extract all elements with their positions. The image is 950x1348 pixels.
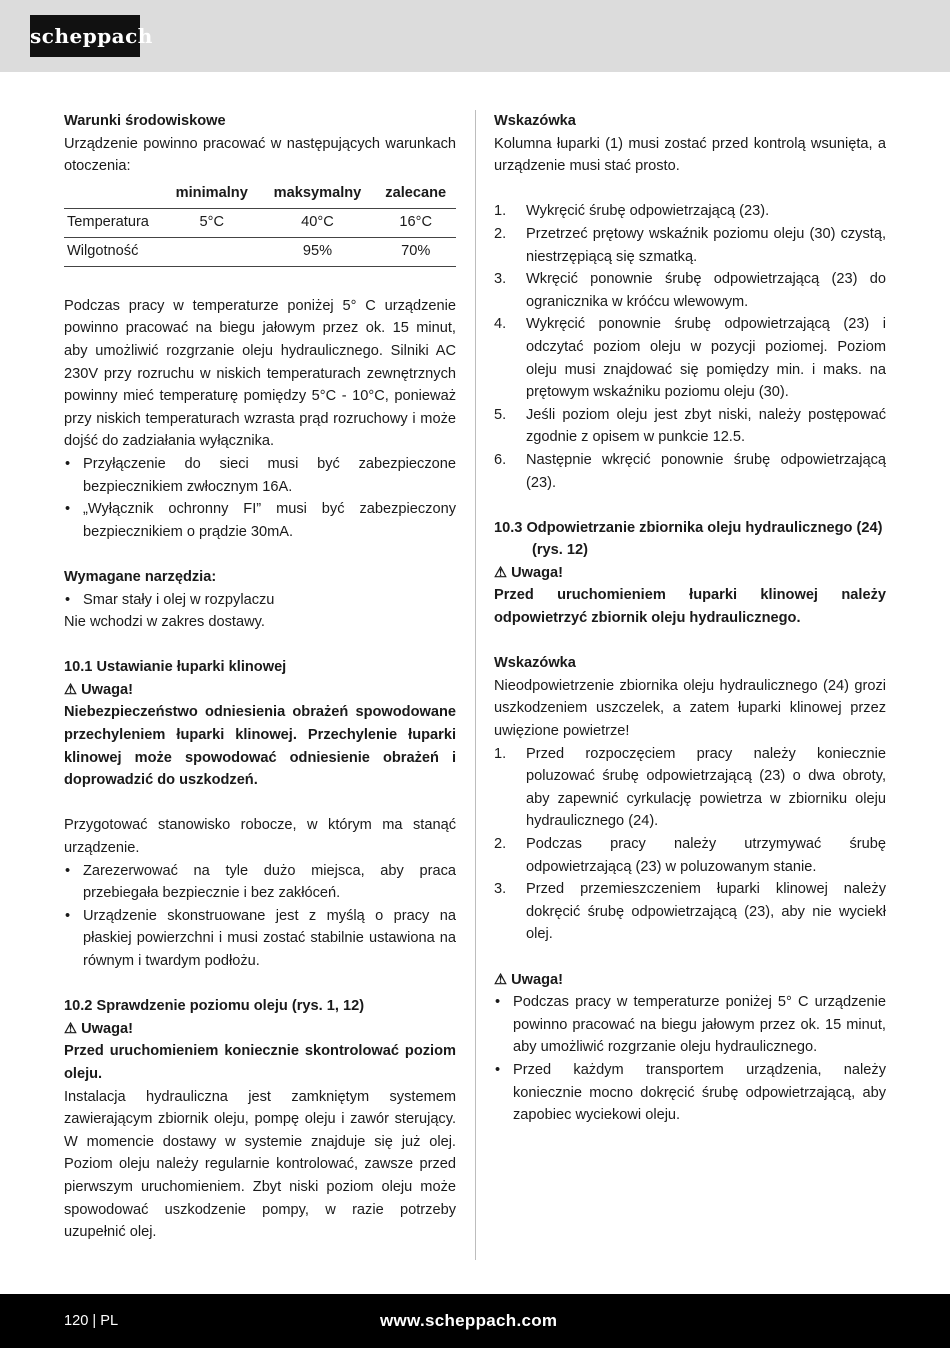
step-number: 2. xyxy=(494,836,507,852)
table-row xyxy=(64,237,456,266)
tools-heading: Wymagane narzędzia: xyxy=(64,568,217,585)
table-header: zalecane xyxy=(385,184,447,201)
table-header xyxy=(64,182,164,209)
step-number: 1. xyxy=(494,203,507,220)
step-text: Wkręcić ponownie śrubę odpowietrzającą (23) do ogranicznika w króćcu wlewowym. xyxy=(526,271,886,310)
step-text: Następnie wkręcić ponownie śrubę odpowietrzającą (23). xyxy=(526,451,886,491)
warning-bullet-list xyxy=(494,991,886,1127)
env-paragraph: Podczas pracy w temperaturze poniżej 5° C urządzenie powinno pracować na biegu jałowym przez ok. 15 minut, aby umożliwić rozgrzanie oleju hydraulicznego. Silniki AC 230V przy rozruchu w niskich temperaturach zewnętrznych powinny mieć temperaturę pomiędzy 5°C - 10°C, ponieważ przy niskich temperaturach wzrasta prąd rozruchowy i może dojść do zadziałania wyłącznika. xyxy=(64,297,456,450)
env-intro: Urządzenie powinno pracować w następujących warunkach otoczenia: xyxy=(64,135,456,175)
step-number: 5. xyxy=(494,406,507,423)
section-10-2-text: Instalacja hydrauliczna jest zamkniętym systemem zawierającym zbiornik oleju, pompę oleju i zawór sterujący. W momencie dostawy w systemie znajduje się już olej. Poziom oleju należy regularnie kontrolować, zawsze przed pierwszym uruchomieniem. Zbyt niski poziom oleju może spowodować uszkodzenie pompy, w razie potrzeby uzupełnić olej. xyxy=(64,1088,456,1241)
section-10-1-text: Przygotować stanowisko robocze, w którym ma stanąć urządzenie. xyxy=(64,817,456,857)
left-column xyxy=(64,110,456,1244)
section-10-2-heading: 10.2 Sprawdzenie poziomu oleju (rys. 1, 12) xyxy=(64,998,365,1015)
warning-text: Przed uruchomieniem łuparki klinowej należy odpowietrzyć zbiornik oleju hydraulicznego. xyxy=(494,587,886,627)
warning-label: ⚠ Uwaga! xyxy=(64,681,134,698)
section-10-3-heading: 10.3 Odpowietrzanie zbiornika oleju hydraulicznego (24) (rys. 12) xyxy=(494,519,883,559)
table-cell: 40°C xyxy=(260,208,376,237)
step-text: Podczas pracy należy utrzymywać śrubę odpowietrzającą (23) w poluzowanym stanie. xyxy=(526,836,886,875)
table-cell: 5°C xyxy=(164,208,260,237)
table-header: maksymalny xyxy=(273,184,362,201)
list-item xyxy=(494,268,886,313)
note-heading: Wskazówka xyxy=(494,113,576,129)
list-item: • „Wyłącznik ochronny FI” musi być zabezpieczony bezpiecznikiem o prądzie 30mA. xyxy=(64,498,456,543)
warning-label: ⚠ Uwaga! xyxy=(64,1020,134,1037)
env-bullet-list xyxy=(64,453,456,543)
step-number: 1. xyxy=(494,745,507,762)
tools-note: Nie wchodzi w zakres dostawy. xyxy=(64,614,265,631)
table-cell xyxy=(164,237,260,266)
section-10-1-bullets xyxy=(64,860,456,973)
column-divider xyxy=(475,110,476,1260)
step-number: 3. xyxy=(494,271,507,288)
step-text: Przed rozpoczęciem pracy należy koniecznie poluzować śrubę odpowietrzającą (23) o dwa obroty, aby zapewnić cyrkulację powietrza w zbiorniku oleju hydraulicznego (24). xyxy=(526,745,886,830)
page-number: 120 | PL xyxy=(64,1313,119,1329)
step-text: Wykręcić śrubę odpowietrzającą (23). xyxy=(526,203,770,220)
env-heading: Warunki środowiskowe xyxy=(64,113,226,129)
note-heading: Wskazówka xyxy=(494,655,576,672)
steps-list xyxy=(494,200,886,494)
list-item xyxy=(494,449,886,494)
section-10-1-heading: 10.1 Ustawianie łuparki klinowej xyxy=(64,659,287,676)
table-cell: 16°C xyxy=(375,208,456,237)
step-number: 4. xyxy=(494,316,507,333)
table-cell: 95% xyxy=(260,237,376,266)
list-item xyxy=(494,223,886,268)
table-cell: Wilgotność xyxy=(64,237,164,266)
list-item: • Smar stały i olej w rozpylaczu xyxy=(64,589,456,612)
step-number: 3. xyxy=(494,881,507,898)
right-column xyxy=(494,110,886,1127)
list-item: • Podczas pracy w temperaturze poniżej 5° C urządzenie powinno pracować na biegu jałowym przez ok. 15 minut, aby umożliwić rozgrzanie oleju hydraulicznego. xyxy=(494,991,886,1059)
step-text: Przetrzeć prętowy wskaźnik poziomu oleju (30) czystą, niestrzępiącą się szmatką. xyxy=(526,225,886,265)
steps-list xyxy=(494,743,886,946)
table-header: minimalny xyxy=(175,184,248,201)
list-item xyxy=(494,743,886,833)
table-header-row xyxy=(64,182,456,209)
step-number: 2. xyxy=(494,225,507,242)
table-cell: Temperatura xyxy=(64,208,164,237)
note-text: Nieodpowietrzenie zbiornika oleju hydraulicznego (24) grozi uszkodzeniem uszczelek, a zatem łuparki klinowej przez uwięzione powietrze! xyxy=(494,677,886,740)
footer-bar xyxy=(0,1294,950,1348)
scheppach-logo: scheppach xyxy=(30,15,140,57)
note-text: Kolumna łuparki (1) musi zostać przed kontrolą wsunięta, a urządzenie musi stać prosto. xyxy=(494,135,886,175)
environment-table xyxy=(64,182,456,267)
list-item xyxy=(494,313,886,403)
warning-label: ⚠ Uwaga! xyxy=(494,564,564,581)
list-item xyxy=(494,200,886,223)
warning-label: ⚠ Uwaga! xyxy=(494,971,564,988)
list-item xyxy=(494,878,886,946)
step-text: Wykręcić ponownie śrubę odpowietrzającą (23) i odczytać poziom oleju w pozycji poziomej. Poziom oleju musi znajdować się pomiędzy min. i maks. na prętowym wskaźniku poziomu oleju (30). xyxy=(526,316,886,401)
table-row xyxy=(64,208,456,237)
footer-url: www.scheppach.com xyxy=(380,1311,558,1330)
list-item: • Urządzenie skonstruowane jest z myślą o pracy na płaskiej powierzchni i musi zostać stabilnie ustawiona na równym i twardym podłożu. xyxy=(64,905,456,973)
warning-text: Przed uruchomieniem koniecznie skontrolować poziom oleju. xyxy=(64,1043,456,1082)
list-item: • Zarezerwować na tyle dużo miejsca, aby praca przebiegała bezpiecznie i bez zakłóceń. xyxy=(64,860,456,905)
step-number: 6. xyxy=(494,451,507,468)
list-item: • Przyłączenie do sieci musi być zabezpieczone bezpiecznikiem zwłocznym 16A. xyxy=(64,453,456,498)
step-text: Przed przemieszczeniem łuparki klinowej należy dokręcić śrubę odpowietrzającą (23), aby nie wyciekł olej. xyxy=(526,881,886,943)
header-bar xyxy=(0,0,950,72)
table-cell: 70% xyxy=(375,237,456,266)
tools-bullet-list xyxy=(64,589,456,612)
warning-text: Niebezpieczeństwo odniesienia obrażeń spowodowane przechyleniem łuparki klinowej. Przechylenie łuparki klinowej może spowodować odniesienie obrażeń i doprowadzić do uszkodzeń. xyxy=(64,704,456,789)
list-item xyxy=(494,404,886,449)
step-text: Jeśli poziom oleju jest zbyt niski, należy postępować zgodnie z opisem w punkcie 12.5. xyxy=(526,406,886,446)
list-item xyxy=(494,833,886,878)
list-item: • Przed każdym transportem urządzenia, należy koniecznie mocno dokręcić śrubę odpowietrzającą, aby zapobiec wyciekowi oleju. xyxy=(494,1059,886,1127)
